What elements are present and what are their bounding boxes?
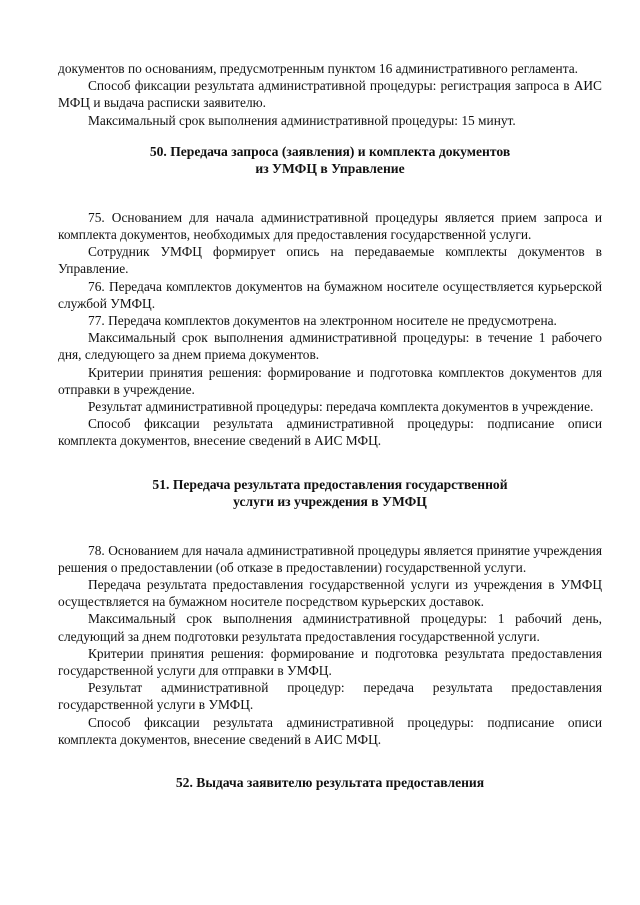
paragraph-50-max-time: Максимальный срок выполнения административной процедуры: в течение 1 рабочего дня, следующего за днем приема документов. xyxy=(58,330,602,363)
section-52-heading xyxy=(58,774,602,792)
paragraph-75: 75. Основанием для начала административной процедуры является прием запроса и комплекта документов, необходимых для предоставления государственной услуги. xyxy=(58,209,602,243)
paragraph-78-transfer: Передача результата предоставления государственной услуги из учреждения в УМФЦ осуществляется на бумажном носителе посредством курьерских доставок. xyxy=(58,577,602,610)
paragraph-51-max-time: Максимальный срок выполнения административной процедуры: 1 рабочий день, следующий за днем подготовки результата предоставления государственной услуги. xyxy=(58,611,602,644)
paragraph-75-inventory: Сотрудник УМФЦ формирует опись на передаваемые комплекты документов в Управление. xyxy=(58,244,602,277)
paragraph-50-criteria: Критерии принятия решения: формирование и подготовка комплектов документов для отправки в учреждение. xyxy=(58,364,602,397)
section-52-title-line-1: 52. Выдача заявителю результата предоставления xyxy=(175,775,485,791)
section-50-heading xyxy=(58,143,602,178)
paragraph-51-fixation: Способ фиксации результата административной процедуры: подписание описи комплекта документов, внесение сведений в АИС МФЦ. xyxy=(58,714,602,747)
document-page xyxy=(58,60,602,792)
paragraph-78: 78. Основанием для начала административной процедуры является принятие учреждения решения о предоставлении (об отказе в предоставлении) государственной услуги. xyxy=(58,542,602,575)
section-51-heading xyxy=(58,476,602,511)
section-51-body xyxy=(58,542,602,748)
intro-paragraph-1: документов по основаниям, предусмотренным пунктом 16 административного регламента. xyxy=(58,61,579,76)
paragraph-51-criteria: Критерии принятия решения: формирование и подготовка результата предоставления государственной услуги для отправки в УМФЦ. xyxy=(58,645,602,679)
intro-paragraph-2: Способ фиксации результата административной процедуры: регистрация запроса в АИС МФЦ и выдача расписки заявителю. xyxy=(58,78,602,111)
section-50-body xyxy=(58,209,602,450)
paragraph-50-result: Результат административной процедуры: передача комплекта документов в учреждение. xyxy=(88,399,594,415)
intro-paragraph-3: Максимальный срок выполнения административной процедуры: 15 минут. xyxy=(88,112,516,128)
paragraph-77: 77. Передача комплектов документов на электронном носителе не предусмотрена. xyxy=(88,313,557,329)
section-51-title-line-1: 51. Передача результата предоставления государственной xyxy=(152,476,508,492)
paragraph-50-fixation: Способ фиксации результата административной процедуры: подписание описи комплекта документов, внесение сведений в АИС МФЦ. xyxy=(58,416,602,449)
section-50-title-line-2: из УМФЦ в Управление xyxy=(255,161,405,177)
paragraph-76: 76. Передача комплектов документов на бумажном носителе осуществляется курьерской службой УМФЦ. xyxy=(58,278,602,311)
section-50-title-line-1: 50. Передача запроса (заявления) и комплекта документов xyxy=(149,143,511,159)
section-51-title-line-2: услуги из учреждения в УМФЦ xyxy=(233,494,427,510)
paragraph-51-result: Результат административной процедур: передача результата предоставления государственной услуги в УМФЦ. xyxy=(58,680,602,713)
